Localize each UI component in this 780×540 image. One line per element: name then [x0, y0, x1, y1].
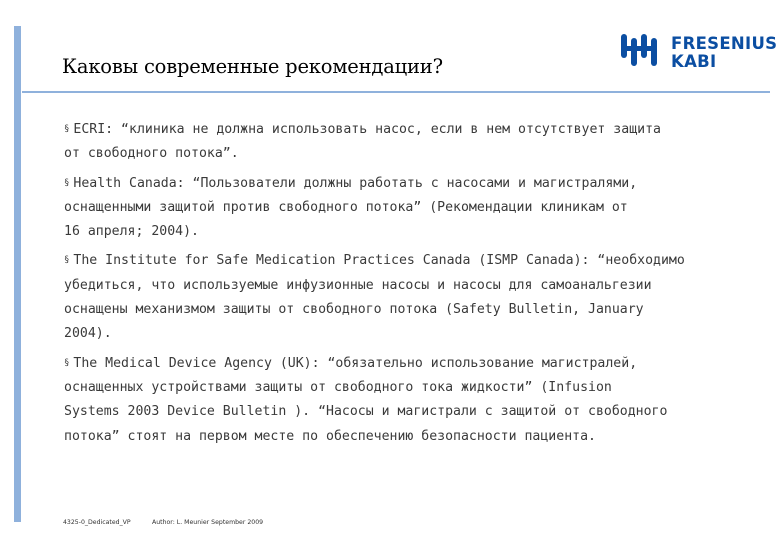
bullet-marker-icon: § [64, 255, 70, 266]
fresenius-kabi-logo [620, 31, 778, 75]
bullet-text: Systems 2003 Device Bulletin ). “Насосы и магистрали с защитой от свободного [64, 404, 668, 420]
slide-title: Каковы современные рекомендации? [62, 55, 443, 78]
bullet-text: убедиться, что используемые инфузионные насосы и насосы для самоанальгезии [64, 277, 652, 293]
bullet-text: оснащены механизмом защиты от свободного потока (Safety Bulletin, January [64, 302, 644, 318]
bullet-marker-icon: § [64, 177, 70, 188]
bullet-text: потока” стоят на первом месте по обеспечению безопасности пациента. [64, 428, 596, 444]
slide-body [64, 117, 766, 453]
bullet-text: Health Canada: “Пользователи должны работать с насосами и магистралями, [73, 175, 638, 191]
footer-document-code: 4325-0_Dedicated_VP [63, 519, 131, 526]
bullet-ecri [64, 117, 766, 167]
bullet-marker-icon: § [64, 124, 70, 134]
bullet-text: The Institute for Safe Medication Practices Canada (ISMP Canada): “необходимо [73, 253, 685, 269]
bullet-text: The Medical Device Agency (UK): “обязательно использование магистралей, [73, 355, 638, 371]
bullet-text: ECRI: “клиника не должна использовать насос, если в нем отсутствует защита [73, 122, 661, 137]
left-accent-bar [14, 26, 21, 522]
logo-text-kabi: KABI [671, 52, 717, 71]
bullet-text: 2004). [64, 326, 112, 342]
bullet-text: 16 апреля; 2004). [64, 224, 199, 240]
title-divider [22, 91, 770, 93]
bullet-text: оснащенными защитой против свободного потока” (Рекомендации клиникам от [64, 199, 628, 215]
bullet-mda-uk [64, 351, 766, 449]
bullet-health-canada [64, 171, 766, 245]
logo-text-fresenius: FRESENIUS [671, 34, 778, 53]
bullet-marker-icon: § [64, 357, 70, 368]
fresenius-logo-mark-icon [620, 32, 664, 70]
footer-author: Author: L. Meunier September 2009 [152, 519, 264, 526]
bullet-text: от свободного потока”. [64, 146, 239, 162]
bullet-ismp-canada [64, 248, 766, 346]
bullet-text: оснащенных устройствами защиты от свободного тока жидкости” (Infusion [64, 379, 612, 395]
